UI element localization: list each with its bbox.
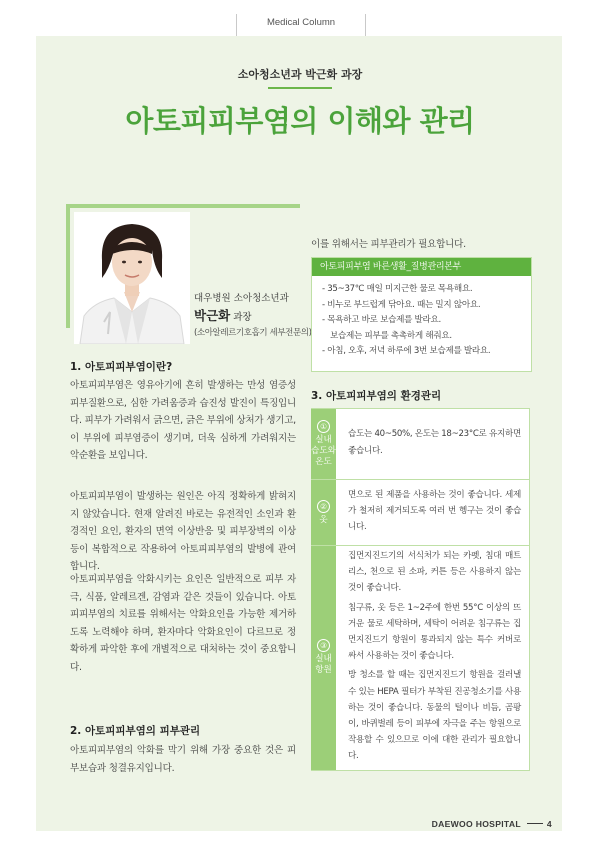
tip-box — [311, 257, 532, 372]
doctor-portrait — [74, 212, 190, 344]
row-paragraph: 집먼지진드기의 서식처가 되는 카펫, 침대 매트리스, 천으로 된 소파, 커튼 등은 사용하지 않는 것이 좋습니다. — [348, 551, 521, 594]
kicker-underline — [268, 87, 332, 89]
section-1-paragraph-2: 아토피피부염이 발생하는 원인은 아직 정확하게 밝혀지지 않았습니다. 현재 알려진 바로는 유전적인 소인과 환경적인 요인, 환자의 면역 이상반응 및 피부장벽의 이상 등이 복합적으로 작용하여 아토피피부염의 발병에 관여합니다. — [70, 491, 296, 573]
section-1-title: 1. 아토피피부염이란? — [70, 361, 173, 373]
tip-item: - 35~37℃ 매일 미지근한 물로 목욕해요. — [322, 284, 473, 294]
row-label-text: 실내 습도와 온도 — [311, 435, 336, 467]
article-title: 아토피피부염의 이해와 관리 — [125, 104, 475, 138]
page-number: 4 — [546, 819, 552, 829]
row-number: ② — [317, 500, 330, 513]
footer-hospital: DAEWOO HOSPITAL — [431, 819, 521, 829]
footer-divider — [527, 823, 543, 824]
row-paragraph: 방 청소를 할 때는 집먼지진드기 항원을 걸러낼 수 있는 HEPA 필터가 부착된 진공청소기를 사용하는 것이 좋습니다. 동물의 털이나 비듬, 곰팡이, 바퀴벌레 등이 피부에 자극을 주는 항원으로 작용할 수 있으므로 이에 대한 관리가 필요합니다. — [348, 670, 521, 762]
tip-item: 보습제는 피부를 촉촉하게 해줘요. — [330, 330, 452, 341]
section-3-title: 3. 아토피피부염의 환경관리 — [311, 390, 442, 402]
section-1-paragraph-3: 아토피피부염을 악화시키는 요인은 일반적으로 피부 자극, 식품, 알레르겐, 감염과 같은 것들이 있습니다. 아토피피부염의 치료를 위해서는 악화요인을 가능한 제거하도록 노력해야 하며, 환자마다 악화요인이 다르므로 정확하게 파악한 후에 개별적으로 대처하는 것이 중요합니다. — [70, 574, 296, 673]
section-2-paragraph-2: 이를 위해서는 피부관리가 필요합니다. — [311, 239, 466, 250]
row-paragraph: 면으로 된 제품을 사용하는 것이 좋습니다. 세제가 철저히 제거되도록 여러 번 헹구는 것이 좋습니다. — [348, 489, 521, 533]
tip-item: - 비누로 부드럽게 닦아요. 때는 밀지 않아요. — [322, 299, 481, 310]
table-row — [311, 409, 530, 480]
section-2-title: 2. 아토피피부염의 피부관리 — [70, 725, 201, 737]
author-role: 과장 — [233, 312, 252, 323]
tip-list — [312, 282, 531, 360]
column-label: Medical Column — [236, 14, 366, 36]
table-row — [311, 546, 530, 771]
row-number: ③ — [317, 639, 330, 652]
row-number: ① — [317, 420, 330, 433]
row-text-humidity — [336, 409, 530, 480]
row-paragraph: 습도는 40~50%, 온도는 18~23°C로 유지하면 좋습니다. — [348, 429, 521, 456]
row-paragraph: 침구류, 옷 등은 1~2주에 한번 55°C 이상의 뜨거운 물로 세탁하며, 세탁이 어려운 침구류는 집먼지진드기 항원이 통과되지 않는 특수 커버로 싸서 사용하는 것이 좋습니다. — [348, 602, 521, 662]
tip-item: - 아침, 오후, 저녁 하루에 3번 보습제를 발라요. — [322, 346, 491, 357]
row-text-clothes — [336, 480, 530, 546]
row-label-allergen — [311, 546, 336, 771]
row-label-text: 실내 항원 — [315, 654, 332, 676]
row-label-clothes — [311, 480, 336, 546]
author-name: 박근화 — [194, 308, 231, 323]
author-affiliation: 대우병원 소아청소년과 — [194, 293, 289, 304]
row-label-text: 옷 — [319, 514, 328, 525]
row-label-humidity — [311, 409, 336, 480]
author-specialty: (소아알레르기호흡기 세부전문의) — [194, 328, 312, 338]
article-kicker: 소아청소년과 박근화 과장 — [237, 68, 363, 81]
table-row — [311, 480, 530, 546]
doctor-portrait-icon — [74, 212, 190, 344]
section-2-paragraph-1: 아토피피부염의 악화를 막기 위해 가장 중요한 것은 피부보습과 청결유지입니다. — [70, 745, 296, 774]
tip-item: - 목욕하고 바로 보습제를 발라요. — [322, 315, 441, 326]
photo-frame-vertical — [66, 204, 70, 328]
row-text-allergen — [336, 546, 530, 771]
section-1-paragraph-1: 아토피피부염은 영유아기에 흔히 발생하는 만성 염증성 피부질환으로, 심한 가려움증과 습진성 발진이 특징입니다. 피부가 가려워서 긁으면, 긁은 부위에 상처가 생기고, 이 부위에 피부염증이 생기며, 더욱 심하게 가려워지는 악순환을 보입니다. — [70, 380, 296, 462]
tip-box-heading: 아토피피부염 바른생활_질병관리본부 — [312, 258, 531, 276]
page-footer — [0, 819, 552, 829]
environment-table — [311, 408, 530, 771]
photo-frame-horizontal — [66, 204, 300, 208]
author-name-line — [194, 306, 252, 324]
